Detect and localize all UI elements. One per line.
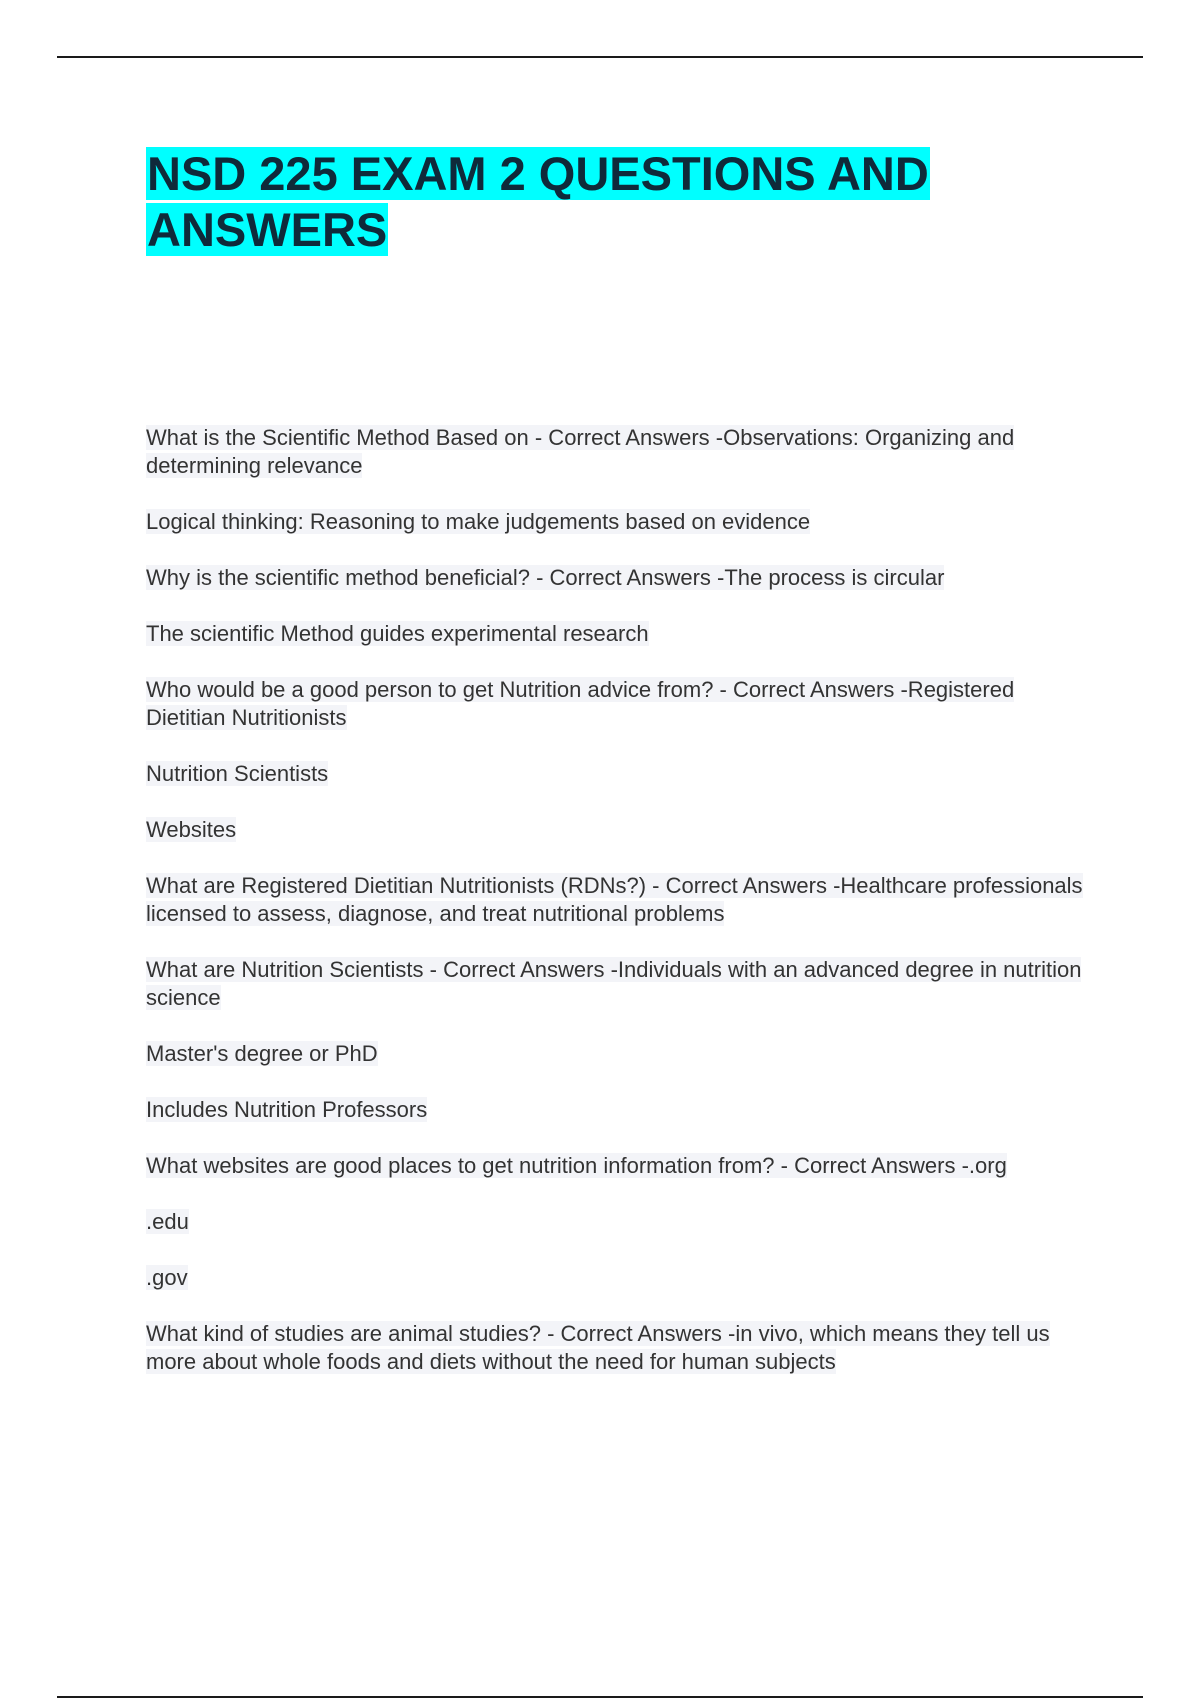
paragraph: What websites are good places to get nutrition information from? - Correct Answers -.org <box>146 1153 1007 1178</box>
paragraph: Why is the scientific method beneficial? - Correct Answers -The process is circular <box>146 565 945 590</box>
footer-rule <box>57 1696 1143 1698</box>
paragraph: What are Registered Dietitian Nutritionists (RDNs?) - Correct Answers -Healthcare professionals licensed to assess, diagnose, and treat nutritional problems <box>146 873 1083 926</box>
page-title <box>146 146 1046 258</box>
paragraph: .gov <box>146 1265 188 1290</box>
paragraph: Nutrition Scientists <box>146 761 329 786</box>
qa-content <box>146 424 1086 1404</box>
paragraph: Includes Nutrition Professors <box>146 1097 428 1122</box>
title-highlight: NSD 225 EXAM 2 QUESTIONS AND ANSWERS <box>147 147 929 256</box>
header-rule <box>57 56 1143 58</box>
paragraph: Logical thinking: Reasoning to make judgements based on evidence <box>146 509 811 534</box>
paragraph: Websites <box>146 817 237 842</box>
paragraph: The scientific Method guides experimental research <box>146 621 649 646</box>
paragraph: What are Nutrition Scientists - Correct Answers -Individuals with an advanced degree in nutrition science <box>146 957 1082 1010</box>
paragraph: What is the Scientific Method Based on - Correct Answers -Observations: Organizing and determining relevance <box>146 425 1015 478</box>
paragraph: .edu <box>146 1209 189 1234</box>
paragraph: What kind of studies are animal studies? - Correct Answers -in vivo, which means they tell us more about whole foods and diets without the need for human subjects <box>146 1321 1050 1374</box>
paragraph: Who would be a good person to get Nutrition advice from? - Correct Answers -Registered Dietitian Nutritionists <box>146 677 1015 730</box>
paragraph: Master's degree or PhD <box>146 1041 378 1066</box>
